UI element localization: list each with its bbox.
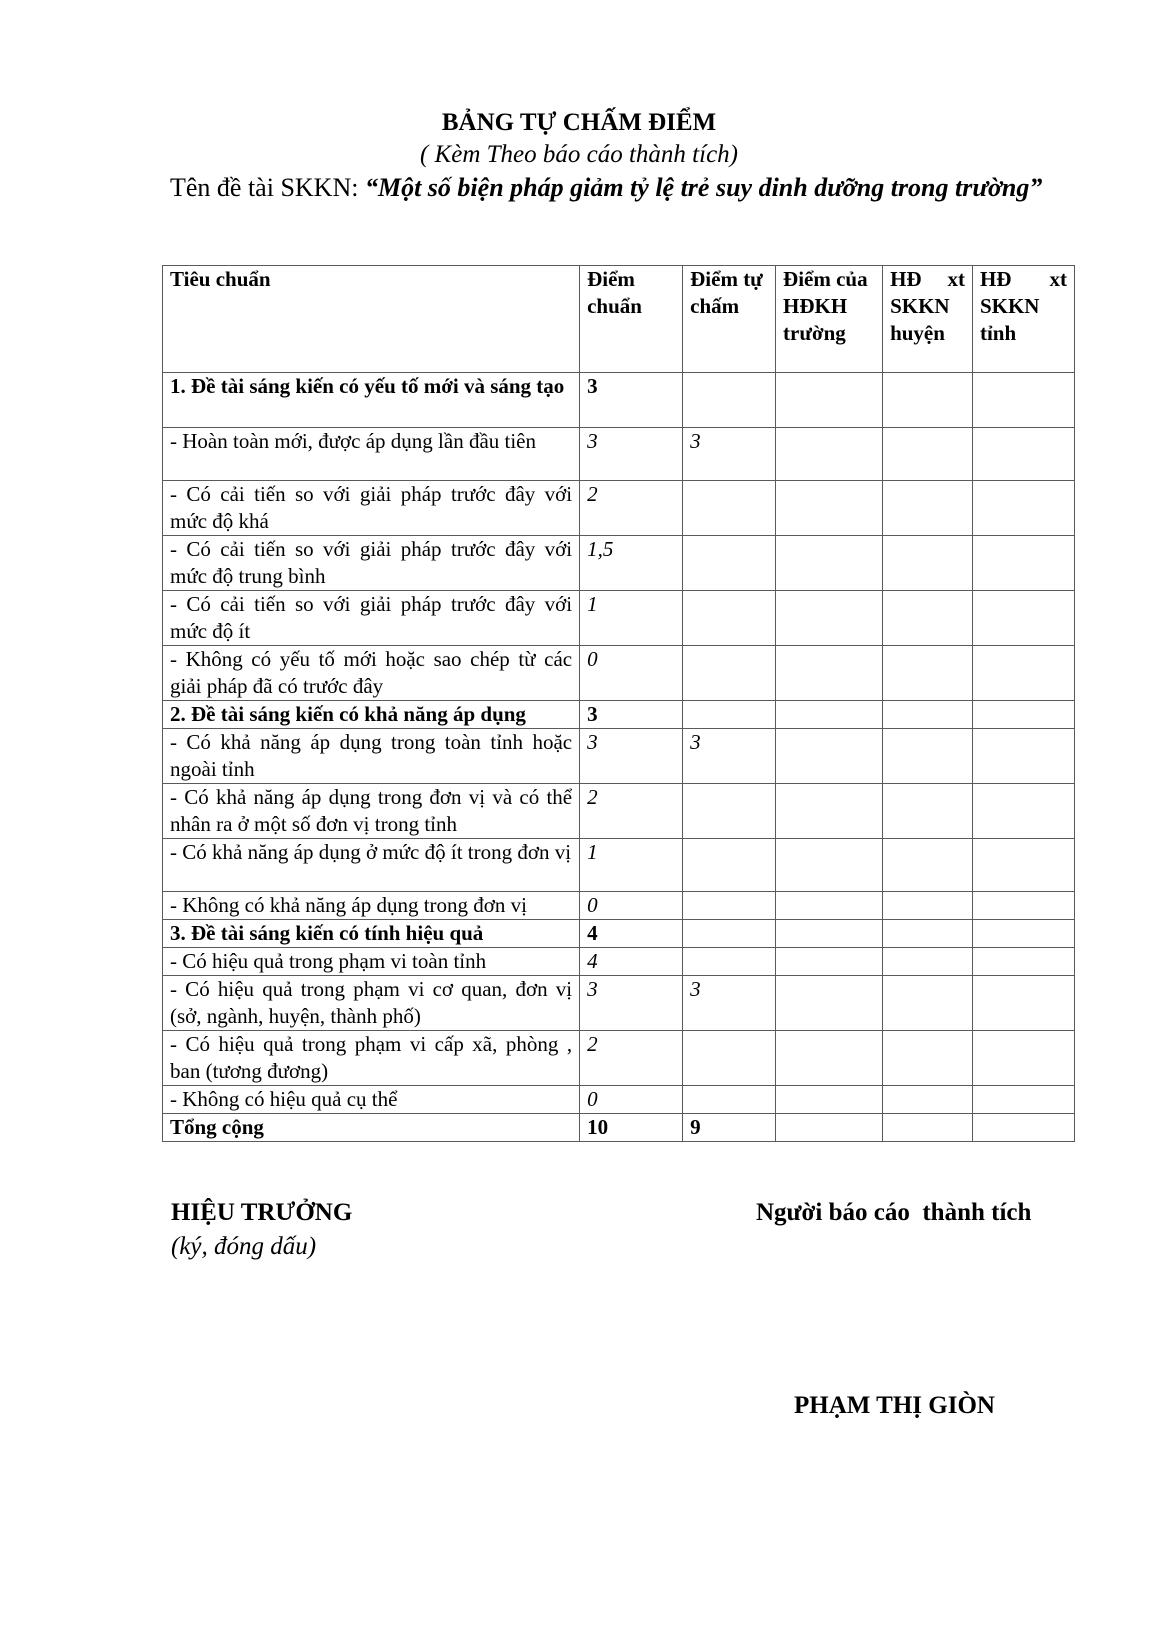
table-total-row — [163, 1114, 1075, 1142]
table-row — [163, 920, 1075, 948]
table-row — [163, 646, 1075, 701]
header-standard-score: Điểm chuẩn — [580, 266, 683, 373]
province-score-cell — [972, 892, 1074, 920]
school-score-cell — [776, 920, 883, 948]
header-province-council — [972, 266, 1074, 373]
criterion-cell: 3. Đề tài sáng kiến có tính hiệu quả — [163, 920, 580, 948]
standard-score-cell: 2 — [580, 1031, 683, 1086]
table-row — [163, 948, 1075, 976]
district-score-cell — [883, 729, 973, 784]
criterion-cell: - Không có khả năng áp dụng trong đơn vị — [163, 892, 580, 920]
self-score-cell — [683, 536, 776, 591]
self-score-cell — [683, 892, 776, 920]
table-row — [163, 892, 1075, 920]
score-table — [162, 265, 1075, 1142]
header-school-council: Điểm của HĐKH trường — [776, 266, 883, 373]
header-district-line2: SKKN huyện — [890, 294, 950, 345]
school-score-cell — [776, 729, 883, 784]
district-score-cell — [883, 701, 973, 729]
page-subtitle: ( Kèm Theo báo cáo thành tích) — [419, 141, 738, 168]
header-province-line1: HĐ xt — [979, 267, 1067, 291]
page-title: BẢNG TỰ CHẤM ĐIỂM — [441, 109, 717, 136]
school-score-cell — [776, 373, 883, 428]
province-score-cell — [972, 948, 1074, 976]
total-label-cell: Tổng cộng — [163, 1114, 580, 1142]
province-score-cell — [972, 729, 1074, 784]
reporter-title: Người báo cáo thành tích — [756, 1199, 1032, 1226]
self-score-cell — [683, 591, 776, 646]
standard-score-cell: 4 — [580, 920, 683, 948]
standard-score-cell: 2 — [580, 481, 683, 536]
table-row — [163, 536, 1075, 591]
table-row — [163, 839, 1075, 892]
school-score-cell — [776, 536, 883, 591]
header-province-line2: SKKN tỉnh — [979, 294, 1040, 345]
district-score-cell — [883, 536, 973, 591]
header-self-score: Điểm tự chấm — [683, 266, 776, 373]
school-score-cell — [776, 701, 883, 729]
standard-score-cell: 0 — [580, 1086, 683, 1114]
standard-score-cell: 0 — [580, 892, 683, 920]
standard-score-cell: 1 — [580, 591, 683, 646]
standard-score-cell: 1 — [580, 839, 683, 892]
standard-score-cell: 1,5 — [580, 536, 683, 591]
district-score-cell — [883, 976, 973, 1031]
school-score-cell — [776, 1031, 883, 1086]
school-score-cell — [776, 646, 883, 701]
district-score-cell — [883, 591, 973, 646]
standard-score-cell: 0 — [580, 646, 683, 701]
self-score-cell — [683, 646, 776, 701]
criterion-cell: - Có hiệu quả trong phạm vi cấp xã, phòng , ban (tương đương) — [163, 1031, 580, 1086]
school-score-cell — [776, 1114, 883, 1142]
province-score-cell — [972, 839, 1074, 892]
self-score-cell — [683, 373, 776, 428]
table-row — [163, 373, 1075, 428]
self-score-cell — [683, 948, 776, 976]
table-row — [163, 481, 1075, 536]
table-row — [163, 976, 1075, 1031]
province-score-cell — [972, 920, 1074, 948]
school-score-cell — [776, 948, 883, 976]
district-score-cell — [883, 784, 973, 839]
province-score-cell — [972, 701, 1074, 729]
school-score-cell — [776, 481, 883, 536]
province-score-cell — [972, 481, 1074, 536]
criterion-cell: - Có hiệu quả trong phạm vi toàn tỉnh — [163, 948, 580, 976]
table-header-row — [163, 266, 1075, 373]
self-score-cell: 3 — [683, 729, 776, 784]
self-score-cell — [683, 1031, 776, 1086]
criterion-cell: 2. Đề tài sáng kiến có khả năng áp dụng — [163, 701, 580, 729]
criterion-cell: - Không có yếu tố mới hoặc sao chép từ các giải pháp đã có trước đây — [163, 646, 580, 701]
reporter-name: PHẠM THỊ GIÒN — [794, 1392, 995, 1419]
school-score-cell — [776, 839, 883, 892]
school-score-cell — [776, 591, 883, 646]
standard-score-cell: 3 — [580, 976, 683, 1031]
criterion-cell: - Hoàn toàn mới, được áp dụng lần đầu tiên — [163, 428, 580, 481]
criterion-cell: - Không có hiệu quả cụ thể — [163, 1086, 580, 1114]
district-score-cell — [883, 428, 973, 481]
district-score-cell — [883, 920, 973, 948]
criterion-cell: - Có hiệu quả trong phạm vi cơ quan, đơn vị (sở, ngành, huyện, thành phố) — [163, 976, 580, 1031]
self-score-cell — [683, 784, 776, 839]
criterion-cell: 1. Đề tài sáng kiến có yếu tố mới và sáng tạo — [163, 373, 580, 428]
province-score-cell — [972, 1031, 1074, 1086]
principal-signature-note: (ký, đóng dấu) — [171, 1233, 317, 1260]
province-score-cell — [972, 1086, 1074, 1114]
province-score-cell — [972, 373, 1074, 428]
standard-score-cell: 3 — [580, 729, 683, 784]
self-score-cell — [683, 1086, 776, 1114]
standard-score-cell: 3 — [580, 373, 683, 428]
table-row — [163, 428, 1075, 481]
total-standard-cell: 10 — [580, 1114, 683, 1142]
district-score-cell — [883, 1114, 973, 1142]
province-score-cell — [972, 591, 1074, 646]
topic-name: “Một số biện pháp giảm tỷ lệ trẻ suy dinh dưỡng trong trường” — [364, 173, 1043, 202]
criterion-cell: - Có cải tiến so với giải pháp trước đây với mức độ trung bình — [163, 536, 580, 591]
header-district-council — [883, 266, 973, 373]
header-district-line1: HĐ xt — [890, 267, 965, 291]
province-score-cell — [972, 536, 1074, 591]
province-score-cell — [972, 976, 1074, 1031]
criterion-cell: - Có cải tiến so với giải pháp trước đây với mức độ khá — [163, 481, 580, 536]
table-row — [163, 729, 1075, 784]
school-score-cell — [776, 428, 883, 481]
self-score-cell — [683, 920, 776, 948]
district-score-cell — [883, 839, 973, 892]
topic-line — [170, 172, 1068, 203]
standard-score-cell: 4 — [580, 948, 683, 976]
province-score-cell — [972, 1114, 1074, 1142]
table-row — [163, 1086, 1075, 1114]
criterion-cell: - Có khả năng áp dụng trong toàn tỉnh hoặc ngoài tỉnh — [163, 729, 580, 784]
district-score-cell — [883, 892, 973, 920]
table-row — [163, 1031, 1075, 1086]
province-score-cell — [972, 428, 1074, 481]
table-row — [163, 784, 1075, 839]
school-score-cell — [776, 784, 883, 839]
school-score-cell — [776, 1086, 883, 1114]
header-criterion: Tiêu chuẩn — [163, 266, 580, 373]
criterion-cell: - Có khả năng áp dụng trong đơn vị và có thể nhân ra ở một số đơn vị trong tỉnh — [163, 784, 580, 839]
district-score-cell — [883, 373, 973, 428]
district-score-cell — [883, 1031, 973, 1086]
self-score-cell — [683, 839, 776, 892]
table-row — [163, 591, 1075, 646]
standard-score-cell: 3 — [580, 701, 683, 729]
district-score-cell — [883, 481, 973, 536]
self-score-cell — [683, 701, 776, 729]
self-score-cell: 3 — [683, 976, 776, 1031]
district-score-cell — [883, 646, 973, 701]
self-score-cell: 3 — [683, 428, 776, 481]
criterion-cell: - Có cải tiến so với giải pháp trước đây với mức độ ít — [163, 591, 580, 646]
criterion-cell: - Có khả năng áp dụng ở mức độ ít trong đơn vị — [163, 839, 580, 892]
province-score-cell — [972, 646, 1074, 701]
district-score-cell — [883, 1086, 973, 1114]
principal-title: HIỆU TRƯỞNG — [171, 1199, 353, 1226]
self-score-cell — [683, 481, 776, 536]
province-score-cell — [972, 784, 1074, 839]
school-score-cell — [776, 892, 883, 920]
total-self-cell: 9 — [683, 1114, 776, 1142]
standard-score-cell: 3 — [580, 428, 683, 481]
topic-prefix: Tên đề tài SKKN: — [170, 173, 365, 202]
district-score-cell — [883, 948, 973, 976]
standard-score-cell: 2 — [580, 784, 683, 839]
school-score-cell — [776, 976, 883, 1031]
table-row — [163, 701, 1075, 729]
